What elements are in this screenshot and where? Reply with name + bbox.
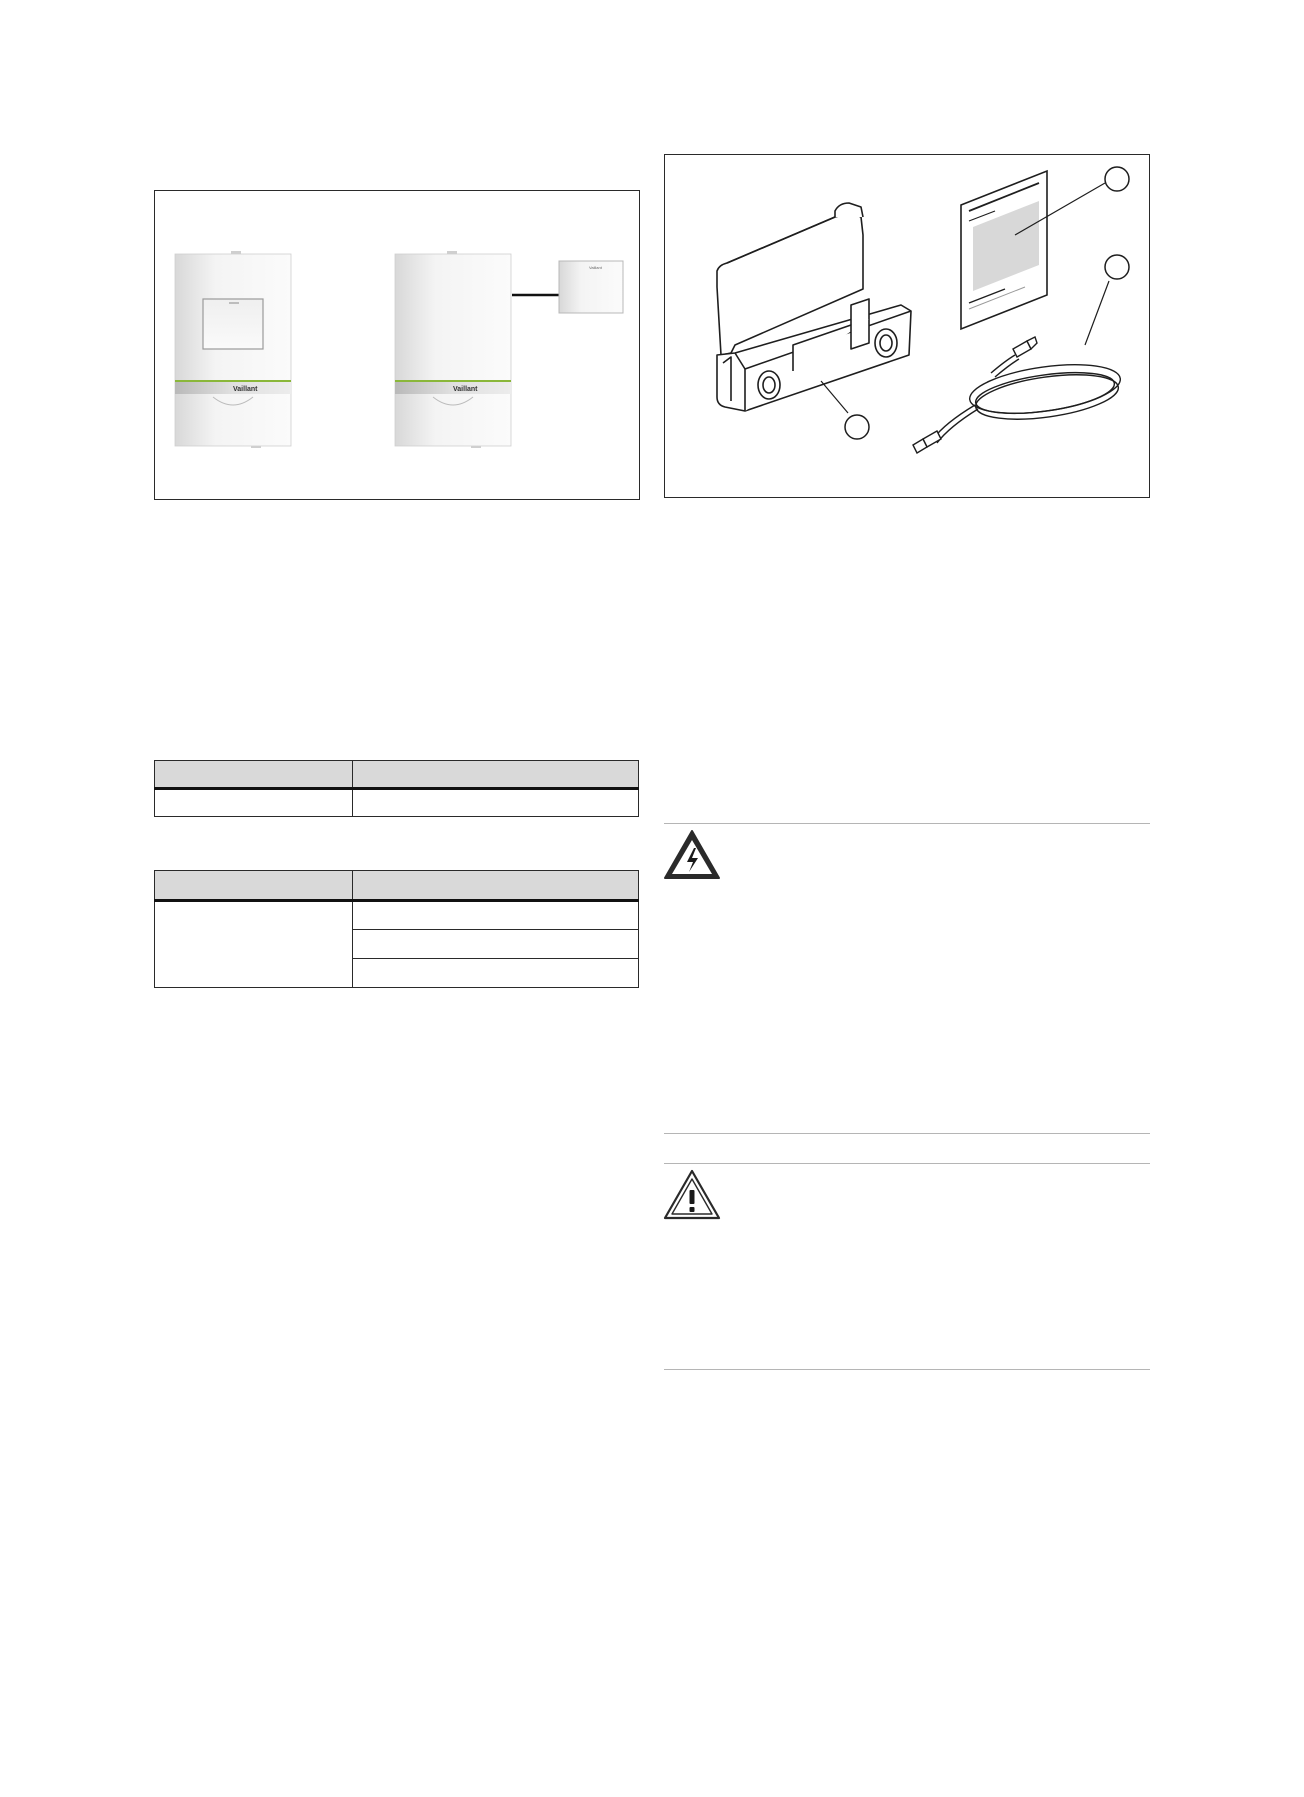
connection-cable-coil	[933, 355, 1123, 443]
svg-text:Vaillant: Vaillant	[589, 265, 602, 270]
notice-electric-top-rule	[664, 823, 1150, 824]
boiler-illustration	[155, 191, 641, 501]
callout-marker-cable	[1105, 255, 1129, 279]
table-2-header-col-2	[353, 871, 639, 901]
table-2-header-col-1	[155, 871, 353, 901]
table-cell	[353, 930, 639, 959]
table-2	[154, 870, 639, 988]
boiler-with-display	[175, 251, 291, 448]
brand-logo-right: Vaillant	[453, 386, 478, 393]
notice-general-top-rule	[664, 1163, 1150, 1164]
table-row	[155, 789, 639, 817]
electric-hazard-icon	[662, 828, 722, 882]
table-cell	[353, 901, 639, 930]
table-row	[155, 901, 639, 930]
callout-marker-bracket	[845, 415, 869, 439]
notice-electric-bottom-rule	[664, 1133, 1150, 1134]
figure-kit-contents	[664, 154, 1150, 498]
brand-logo-left: Vaillant	[233, 386, 258, 393]
instruction-sheet	[961, 171, 1047, 329]
table-cell	[353, 789, 639, 817]
green-accent-line	[175, 380, 291, 382]
callout-marker-sheet	[1105, 167, 1129, 191]
wall-bracket	[717, 203, 911, 411]
boiler-with-remote-module	[395, 251, 623, 448]
table-1-header-col-1	[155, 761, 353, 789]
notice-general-bottom-rule	[664, 1369, 1150, 1370]
exclamation-warning-icon	[662, 1168, 722, 1222]
cable-connector-plugs	[913, 337, 1037, 453]
figure-boiler-variants	[154, 190, 640, 500]
control-display	[203, 299, 263, 349]
table-cell	[155, 789, 353, 817]
table-cell	[353, 959, 639, 988]
table-merged-cell	[155, 901, 353, 988]
table-1	[154, 760, 639, 817]
table-1-header-col-2	[353, 761, 639, 789]
kit-illustration	[665, 155, 1151, 499]
